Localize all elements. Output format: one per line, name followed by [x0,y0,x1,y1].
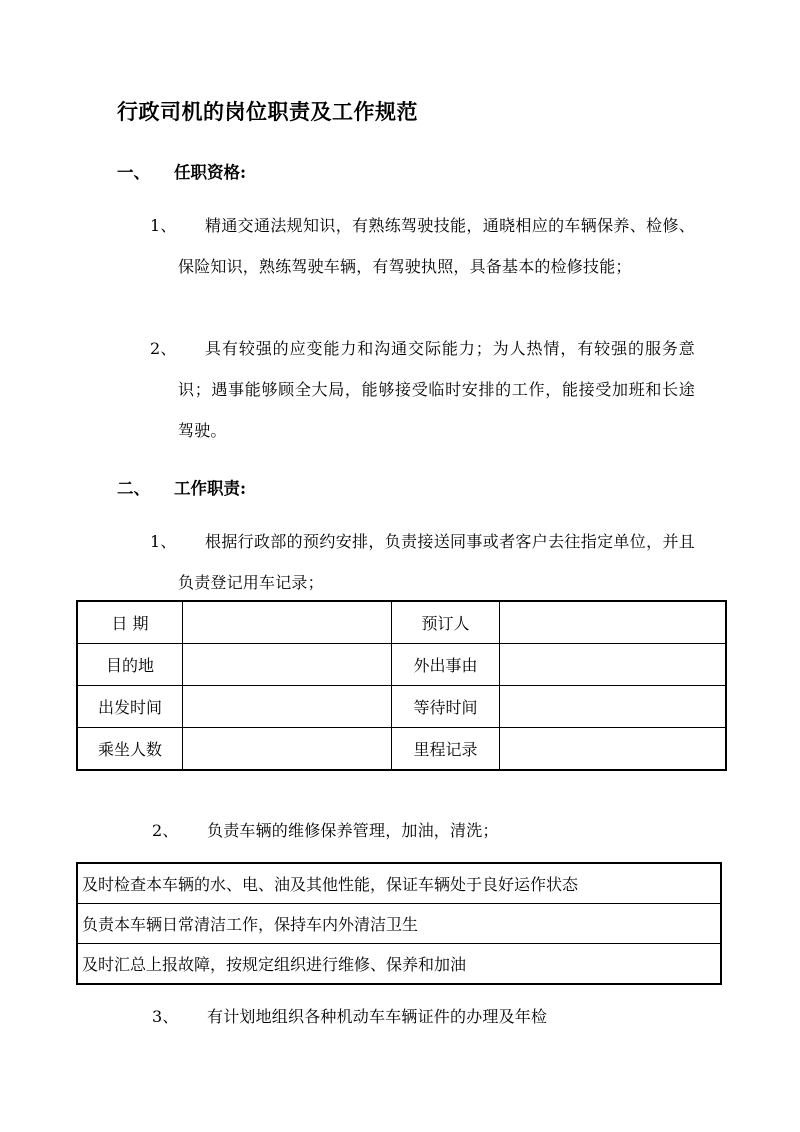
list-item [150,521,695,603]
table-row [77,728,726,771]
table-row [77,944,721,985]
vehicle-maintenance-table [76,862,722,985]
section-number: 二、 [117,479,150,498]
list-item [152,996,697,1037]
cell-value-waiting-time[interactable] [500,686,727,728]
list-item [152,810,697,851]
cell-label-mileage: 里程记录 [392,728,500,771]
table-row [77,863,721,904]
cell-value-destination[interactable] [183,644,392,686]
section-label: 任职资格: [174,163,247,182]
list-item-marker: 2、 [150,339,177,358]
table-row [77,644,726,686]
list-item-text: 负责车辆的维修保养管理，加油，清洗； [207,821,499,840]
list-item [150,328,695,451]
cell-maintenance-cleaning: 负责本车辆日常清洁工作，保持车内外清洁卫生 [77,904,721,944]
cell-value-departure-time[interactable] [183,686,392,728]
cell-value-passenger-count[interactable] [183,728,392,771]
list-item-marker: 3、 [152,1007,179,1026]
cell-label-date: 日 期 [77,601,183,644]
page-title: 行政司机的岗位职责及工作规范 [117,99,418,124]
section-heading-duties [117,479,246,499]
cell-label-reason: 外出事由 [392,644,500,686]
table-row [77,686,726,728]
cell-label-destination: 目的地 [77,644,183,686]
table-row [77,601,726,644]
section-label: 工作职责: [174,479,247,498]
cell-label-passenger-count: 乘坐人数 [77,728,183,771]
cell-label-booker: 预订人 [392,601,500,644]
section-number: 一、 [117,163,150,182]
list-item-text: 根据行政部的预约安排，负责接送同事或者客户去往指定单位，并且负责登记用车记录； [178,532,695,592]
cell-label-departure-time: 出发时间 [77,686,183,728]
list-item [150,205,695,287]
list-item-marker: 1、 [150,532,177,551]
cell-maintenance-inspection: 及时检查本车辆的水、电、油及其他性能，保证车辆处于良好运作状态 [77,863,721,904]
list-item-text: 有计划地组织各种机动车车辆证件的办理及年检 [207,1007,548,1026]
cell-label-waiting-time: 等待时间 [392,686,500,728]
section-heading-qualifications [117,163,246,183]
list-item-marker: 1、 [150,216,177,235]
table-row [77,904,721,944]
list-item-marker: 2、 [152,821,179,840]
cell-value-date[interactable] [183,601,392,644]
cell-value-booker[interactable] [500,601,727,644]
vehicle-booking-table [76,600,727,771]
cell-maintenance-reporting: 及时汇总上报故障，按规定组织进行维修、保养和加油 [77,944,721,985]
list-item-text: 精通交通法规知识，有熟练驾驶技能，通晓相应的车辆保养、检修、保险知识，熟练驾驶车辆，有驾驶执照，具备基本的检修技能； [178,216,695,276]
cell-value-reason[interactable] [500,644,727,686]
list-item-text: 具有较强的应变能力和沟通交际能力；为人热情，有较强的服务意识；遇事能够顾全大局，能够接受临时安排的工作，能接受加班和长途驾驶。 [178,339,695,440]
cell-value-mileage[interactable] [500,728,727,771]
